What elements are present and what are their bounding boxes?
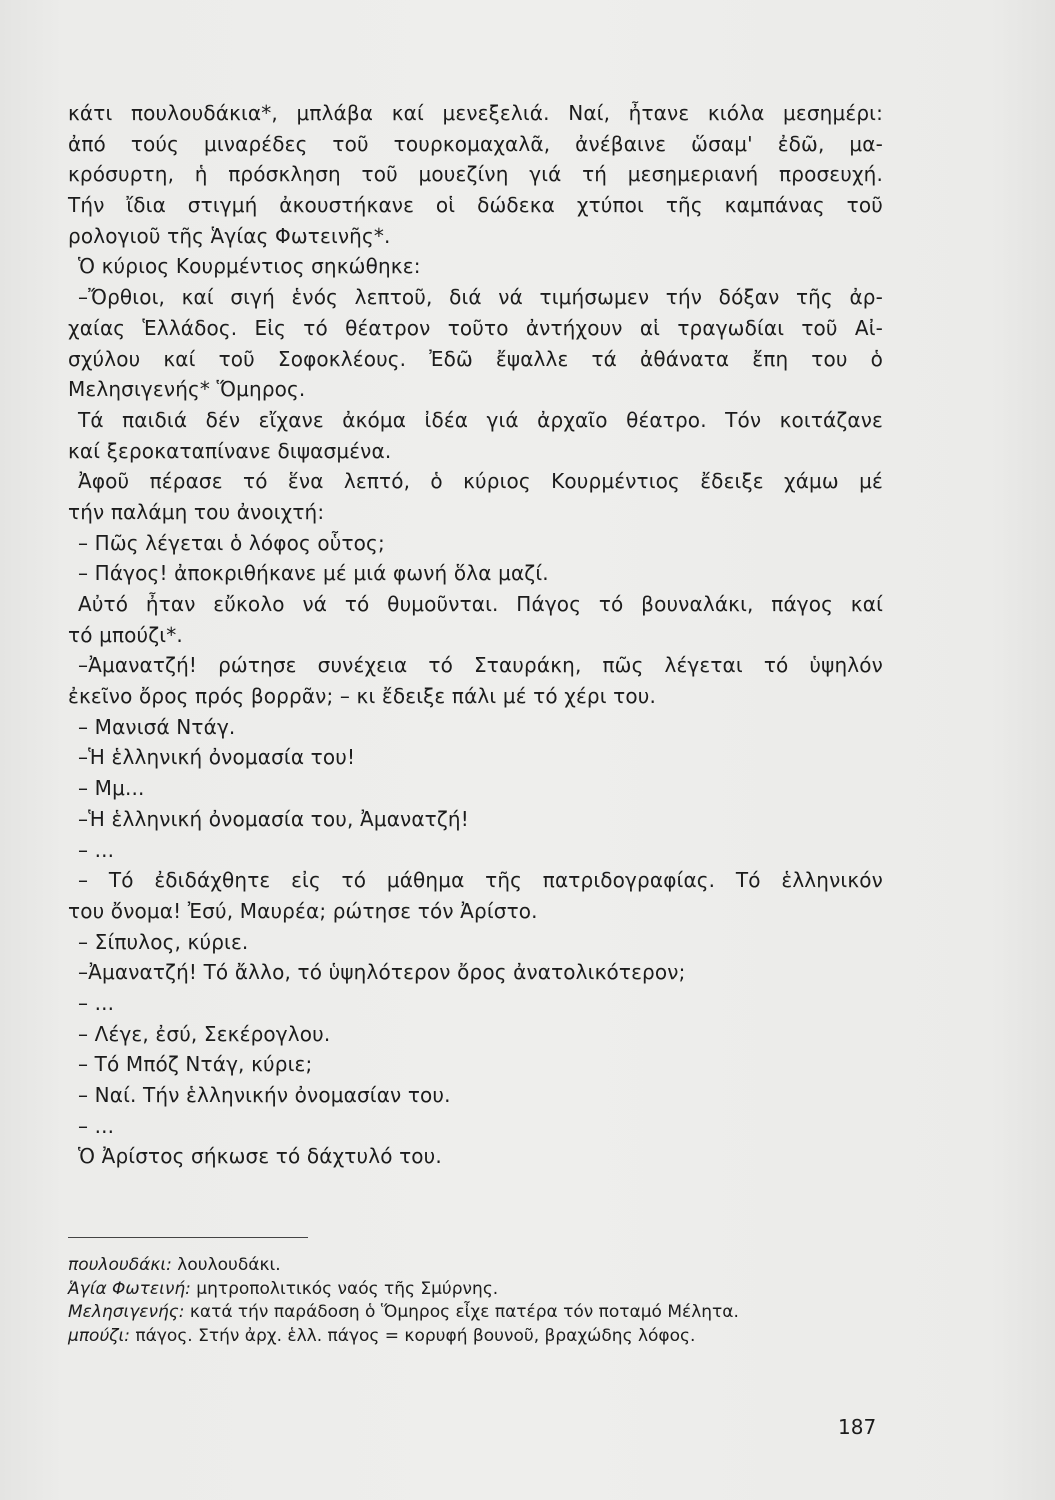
footnote-divider (68, 1237, 308, 1238)
page-number: 187 (838, 1415, 877, 1439)
text-line: Τήν ἴδια στιγμή ἀκουστήκανε οἱ δώδεκα χτύποι τῆς καμπάνας τοῦ (68, 193, 883, 218)
text-line: – Λέγε, ἐσύ, Σεκέρογλου. (78, 1021, 331, 1046)
footnote (68, 1325, 888, 1349)
footnote-definition: κατά τήν παράδοση ὁ Ὅμηρος εἶχε πατέρα τόν ποταμό Μέλητα. (184, 1302, 739, 1322)
text-line: κάτι πουλουδάκια*, μπλάβα καί μενεξελιά. Ναί, ἦτανε κιόλα μεσημέρι: (68, 101, 883, 125)
text-line: του ὄνομα! Ἐσύ, Μαυρέα; ρώτησε τόν Ἀρίστο. (68, 898, 538, 923)
text-line: καί ξεροκαταπίνανε διψασμένα. (68, 438, 392, 463)
text-line: –Ἡ ἑλληνική ὀνομασία του! (78, 745, 356, 770)
text-line: Τά παιδιά δέν εἴχανε ἀκόμα ἰδέα γιά ἀρχαῖο θέατρο. Τόν κοιτάζανε (78, 407, 883, 432)
text-line: σχύλου καί τοῦ Σοφοκλέους. Ἐδῶ ἔψαλλε τά ἀθάνατα ἔπη του ὁ (68, 346, 883, 371)
text-line: ἐκεῖνο ὄρος πρός βορρᾶν; – κι ἔδειξε πάλι μέ τό χέρι του. (68, 684, 656, 709)
footnote-definition: πάγος. Στήν ἀρχ. ἑλλ. πάγος = κορυφή βουνοῦ, βραχώδης λόφος. (130, 1325, 696, 1346)
text-line: Αὐτό ἦταν εὔκολο νά τό θυμοῦνται. Πάγος τό βουναλάκι, πάγος καί (78, 592, 883, 616)
text-line: Μελησιγενής* Ὅμηρος. (68, 377, 306, 402)
text-line: –Ἀμανατζή! ρώτησε συνέχεια τό Σταυράκη, πῶς λέγεται τό ὑψηλόν (78, 653, 883, 678)
footnote-term: Ἁγία Φωτεινή: (68, 1278, 191, 1299)
text-line: – Πῶς λέγεται ὁ λόφος οὗτος; (78, 530, 385, 555)
text-line: – ... (78, 837, 115, 862)
body-text (68, 98, 883, 1172)
text-line: –Ἡ ἑλληνική ὀνομασία του, Ἀμανατζή! (78, 806, 469, 831)
text-line: ἀπό τούς μιναρέδες τοῦ τουρκομαχαλᾶ, ἀνέβαινε ὥσαμ' ἐδῶ, μα- (68, 131, 883, 156)
text-line: τό μπούζι*. (68, 622, 183, 647)
text-line: Ἀφοῦ πέρασε τό ἕνα λεπτό, ὁ κύριος Κουρμέντιος ἔδειξε χάμω μέ (78, 469, 883, 494)
footnote (68, 1301, 888, 1325)
text-line: – ... (78, 990, 115, 1015)
text-line: – ... (78, 1113, 115, 1138)
footnote-definition: λουλουδάκι. (171, 1255, 281, 1275)
text-line: κρόσυρτη, ἡ πρόσκληση τοῦ μουεζίνη γιά τή μεσημεριανή προσευχή. (68, 162, 883, 187)
footnote (68, 1278, 888, 1302)
text-line: τήν παλάμη του ἀνοιχτή: (68, 499, 325, 524)
footnote-term: μπούζι: (68, 1325, 131, 1346)
text-line: –Ὄρθιοι, καί σιγή ἑνός λεπτοῦ, διά νά τιμήσωμεν τήν δόξαν τῆς ἀρ- (78, 285, 883, 310)
footnotes (68, 1254, 888, 1348)
text-line: ρολογιοῦ τῆς Ἁγίας Φωτεινῆς*. (68, 223, 391, 248)
text-line: – Σίπυλος, κύριε. (78, 929, 249, 954)
text-line: – Τό Μπόζ Ντάγ, κύριε; (78, 1052, 313, 1077)
footnote-term: Μελησιγενής: (68, 1302, 185, 1322)
text-line: – Πάγος! ἀποκριθήκανε μέ μιά φωνή ὅλα μαζί. (78, 561, 549, 586)
footnote-term: πουλουδάκι: (68, 1255, 172, 1275)
footnote (68, 1254, 888, 1278)
text-line: Ὁ Ἀρίστος σήκωσε τό δάχτυλό του. (78, 1144, 442, 1169)
text-line: – Ναί. Τήν ἑλληνικήν ὀνομασίαν του. (78, 1083, 451, 1107)
text-line: – Μανισά Ντάγ. (78, 714, 236, 739)
text-line: – Μμ... (78, 776, 145, 801)
text-line: –Ἀμανατζή! Τό ἄλλο, τό ὑψηλότερον ὄρος ἀνατολικότερον; (78, 960, 686, 985)
footnote-definition: μητροπολιτικός ναός τῆς Σμύρνης. (190, 1278, 499, 1299)
text-line: χαίας Ἑλλάδος. Εἰς τό θέατρον τοῦτο ἀντήχουν αἱ τραγωδίαι τοῦ Αἰ- (68, 315, 883, 340)
text-line: Ὁ κύριος Κουρμέντιος σηκώθηκε: (78, 254, 421, 279)
text-line: – Τό ἐδιδάχθητε εἰς τό μάθημα τῆς πατριδογραφίας. Τό ἑλληνικόν (78, 868, 883, 893)
